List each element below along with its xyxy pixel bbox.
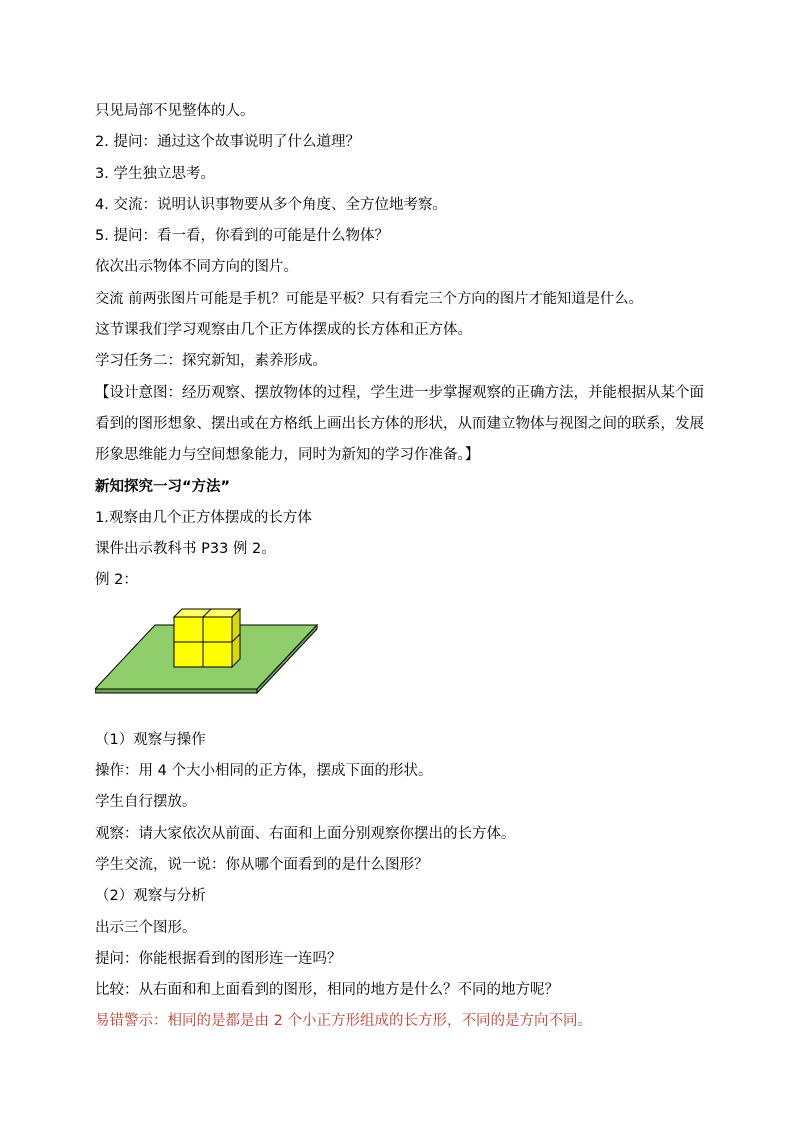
text-line: 5. 提问：看一看，你看到的可能是什么物体？ bbox=[95, 228, 389, 245]
cube-figure bbox=[95, 599, 715, 719]
text-line: 这节课我们学习观察由几个正方体摆成的长方体和正方体。 bbox=[95, 322, 472, 339]
plate-front bbox=[95, 689, 257, 693]
text-line: （1）观察与操作 bbox=[95, 731, 206, 748]
design-intent-paragraph: 【设计意图：经历观察、摆放物体的过程，学生进一步掌握观察的正确方法，并能根据从某个面看到的图形想象、摆出或在方格纸上画出长方体的形状，从而建立物体与视图之间的联系，发展形象思维能力与空间想象能力，同时为新知的学习作准备。】 bbox=[95, 384, 704, 464]
text-line: 比较：从右面和和上面看到的图形，相同的地方是什么？不同的地方呢？ bbox=[95, 982, 559, 999]
text-line: 只见局部不见整体的人。 bbox=[95, 103, 255, 119]
text-line: 2. 提问：通过这个故事说明了什么道理？ bbox=[95, 134, 360, 151]
text-line: 出示三个图形。 bbox=[95, 919, 197, 936]
text-line: 3. 学生独立思考。 bbox=[95, 165, 215, 182]
text-line: 观察：请大家依次从前面、右面和上面分别观察你摆出的长方体。 bbox=[95, 825, 516, 842]
text-line: 操作：用 4 个大小相同的正方体，摆成下面的形状。 bbox=[95, 763, 433, 780]
text-line: （2）观察与分析 bbox=[95, 888, 206, 905]
cube-front-1 bbox=[174, 617, 203, 642]
cube-front-4 bbox=[203, 642, 232, 667]
text-line: 4. 交流：说明认识事物要从多个角度、全方位地考察。 bbox=[95, 196, 447, 213]
text-line: 提问：你能根据看到的图形连一连吗？ bbox=[95, 950, 342, 967]
document-page bbox=[95, 96, 715, 1038]
text-line: 学生交流，说一说：你从哪个面看到的是什么图形？ bbox=[95, 856, 429, 873]
warning-line: 易错警示：相同的是都是由 2 个小正方形组成的长方形，不同的是方向不同。 bbox=[95, 1013, 592, 1030]
cuboid-illustration bbox=[95, 599, 335, 719]
example-label: 例 2： bbox=[95, 572, 138, 589]
text-line: 交流 前两张图片可能是手机？可能是平板？只有看完三个方向的图片才能知道是什么。 bbox=[95, 290, 643, 307]
section-heading: 新知探究一习“方法” bbox=[95, 478, 231, 495]
cube-front-3 bbox=[174, 642, 203, 667]
text-line: 1.观察由几个正方体摆成的长方体 bbox=[95, 509, 312, 526]
cube-front-2 bbox=[203, 617, 232, 642]
text-line: 学生自行摆放。 bbox=[95, 794, 197, 811]
text-line: 课件出示教科书 P33 例 2。 bbox=[95, 541, 276, 558]
text-line: 依次出示物体不同方向的图片。 bbox=[95, 259, 298, 276]
task-heading: 学习任务二：探究新知，素养形成。 bbox=[95, 353, 327, 370]
